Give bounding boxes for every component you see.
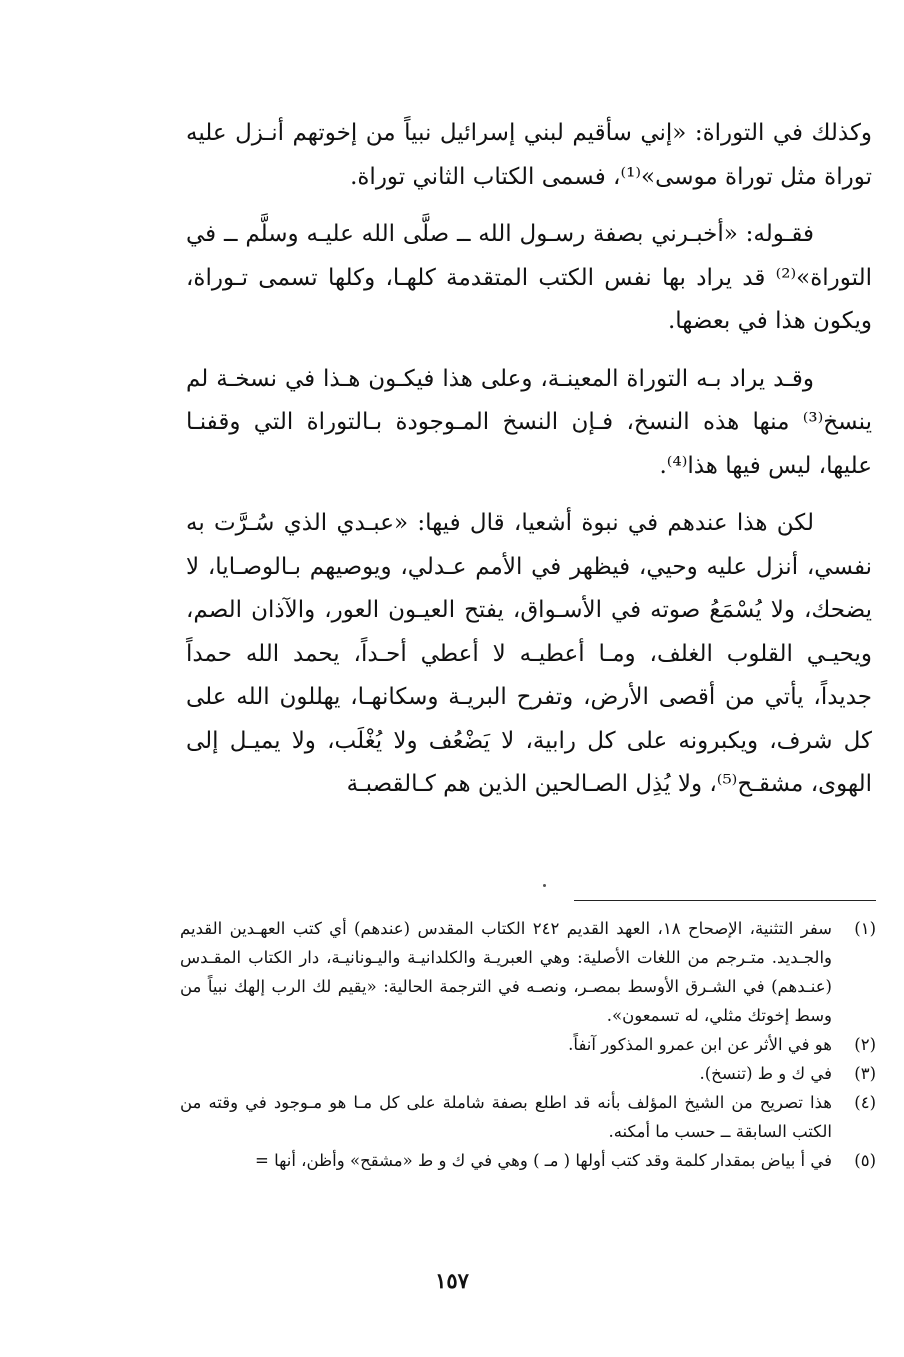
- main-text: [186, 112, 872, 821]
- ink-speck: [543, 884, 546, 887]
- footnotes: [180, 914, 876, 1175]
- footnote-number: (٤): [854, 1093, 876, 1112]
- footnote-number: (١): [854, 919, 876, 938]
- page-number: ١٥٧: [435, 1268, 469, 1293]
- footnote-number: (٥): [854, 1151, 876, 1170]
- footnote-text: في ك و ط (تنسخ).: [699, 1064, 832, 1083]
- footnote-number: (٣): [854, 1064, 876, 1083]
- footnote-4: [180, 1088, 876, 1146]
- footnote-text: هو في الأثر عن ابن عمرو المذكور آنفاً.: [568, 1035, 832, 1054]
- paragraph-2: فقـوله: «أخبـرني بصفة رسـول الله ــ صلَّى الله عليـه وسلَّم ــ في التوراة»⁽²⁾ قد يراد بها نفس الكتب المتقدمة كلهـا، وكلها تسمى تـوراة، ويكون هذا في بعضها.: [186, 221, 872, 334]
- footnote-5: [180, 1146, 876, 1175]
- footnote-text: في أ بياض بمقدار كلمة وقد كتب أولها ( مـ ) وهي في ك و ط «مشقح» وأظن، أنها =: [255, 1151, 832, 1170]
- paragraph-1: وكذلك في التوراة: «إني سأقيم لبني إسرائيل نبياً من إخوتهم أنـزل عليه توراة مثل توراة موسى»⁽¹⁾، فسمى الكتاب الثاني توراة.: [186, 120, 872, 190]
- footnote-3: [180, 1059, 876, 1088]
- paragraph-4: لكن هذا عندهم في نبوة أشعيا، قال فيها: «عبـدي الذي سُـرَّت به نفسي، أنزل عليه وحيي، فيظهر في الأمم عـدلي، ويوصيهم بـالوصـايا، لا يضحك، ولا يُسْمَعُ صوته في الأسـواق، يفتح العيـون العور، والآذان الصم، ويحيـي القلوب الغلف، ومـا أعطيـه لا أعطي أحـداً، يحمد الله حمداً جديداً، يأتي من أقصى الأرض، وتفرح البريـة وسكانهـا، يهللون الله على كل شرف، ويكبرونه على كل رابية، لا يَضْعُف ولا يُغْلَب، ولا يميـل إلى الهوى، مشقـح⁽⁵⁾، ولا يُذِل الصـالحين الذين هم كـالقصبـة: [186, 510, 872, 797]
- footnote-2: [180, 1030, 876, 1059]
- footnote-1: [180, 914, 876, 1030]
- footnote-number: (٢): [854, 1035, 876, 1054]
- paragraph-3: وقـد يراد بـه التوراة المعينـة، وعلى هذا فيكـون هـذا في نسخـة لم ينسخ⁽³⁾ منها هذه النسخ، فـإن النسخ المـوجودة بـالتوراة التي وقفنـا عليها، ليس فيها هذا⁽⁴⁾.: [186, 365, 872, 479]
- footnote-text: سفر التثنية، الإصحاح ١٨، العهد القديم ٢٤٢ الكتاب المقدس (عندهم) أي كتب العهـدين القديم والجـديد. متـرجم من اللغات الأصلية: وهي العبريـة والكلدانيـة واليـونانيـة، دار الكتاب المقـدس (عنـدهم) في الشـرق الأوسط بمصـر، ونصـه في الترجمة الحالية: «يقيم لك الرب إلهك نبياً من وسط إخوتك مثلي، له تسمعون».: [180, 919, 833, 1025]
- footnote-separator: [574, 900, 876, 901]
- footnote-text: هذا تصريح من الشيخ المؤلف بأنه قد اطلع بصفة شاملة على كل مـا هو مـوجود في وقته من الكتب السابقة ــ حسب ما أمكنه.: [180, 1093, 832, 1141]
